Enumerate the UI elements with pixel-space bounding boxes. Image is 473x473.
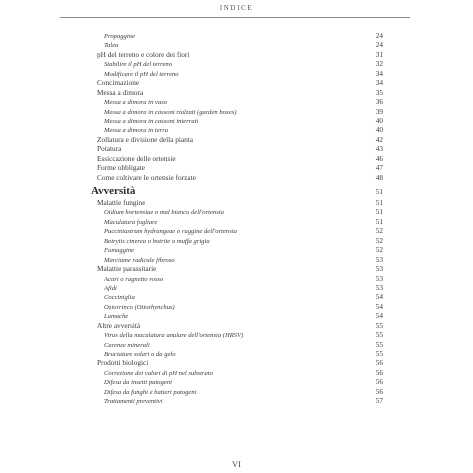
toc-entry-page: 54 [375,292,383,302]
toc-entry [97,198,383,207]
toc-entry-label: Messa a dimora in vaso [104,99,168,107]
toc-entry-label: Prodotti biologici [97,358,149,368]
toc-entry-page: 32 [375,59,383,69]
toc-entry-page: 34 [375,78,383,88]
toc-subentry [97,377,383,386]
toc-entry-page: 52 [375,226,383,236]
toc-entry-page: 46 [375,153,383,163]
toc-entry-page: 52 [375,235,383,245]
toc-subentry [97,396,383,405]
toc-subentry [97,283,383,292]
toc-entry-label: Stabilire il pH del terreno [104,61,173,69]
toc-entry-label: Pucciniastrum hydrangeae o ruggine dell'ortensia [104,228,237,236]
toc-entry-page: 34 [375,68,383,78]
toc-entry-label: Propaggine [104,33,135,40]
toc-entry-page: 31 [375,49,383,59]
toc-entry-label: Marciume radicale fibroso [104,256,175,264]
toc-entry-label: Difesa da funghi e batteri patogeni [104,388,197,396]
toc-entry-page: 47 [375,163,383,173]
toc-entry-page: 53 [375,264,383,274]
toc-entry-page: 51 [375,187,383,196]
toc-entry-label: Essiccazione delle ortensie [97,153,176,163]
toc-subentry [97,340,383,349]
toc-entry-label: Oidium hortensiae o mal bianco dell'ortensia [104,209,224,217]
toc-entry-label: Bruciature solari o da gelo [104,351,176,358]
toc-entry-page: 51 [375,207,383,217]
toc-entry-page: 36 [375,97,383,107]
toc-subentry [97,368,383,377]
header-rule [60,17,410,18]
toc-entry-page: 54 [375,301,383,311]
toc-entry-page: 52 [375,245,383,255]
toc-subentry [97,97,383,106]
toc-subentry [97,292,383,301]
toc-entry-page: 51 [375,198,383,207]
toc-subentry [97,217,383,226]
toc-subentry [97,107,383,116]
toc-entry-page: 53 [375,282,383,292]
toc-subentry [97,40,383,49]
toc-entry-page: 56 [375,358,383,368]
toc-entry-label: Forme obbligate [97,163,146,173]
page-number: VI [232,459,241,469]
toc-entry [97,78,383,87]
toc-entry-label: Malattie parassitarie [97,264,157,274]
toc-subentry [97,31,383,40]
toc-entry-label: Messa a dimora in cassoni interrati [104,117,199,125]
toc-entry-label: Cocciniglia [104,294,135,302]
toc-entry-label: Potatura [97,144,122,154]
toc-entry-label: pH del terreno e colore dei fiori [97,49,190,59]
toc-entry [97,88,383,97]
toc-entry [97,264,383,273]
toc-entry-page: 39 [375,106,383,116]
toc-subentry [97,311,383,320]
toc-entry-label: Avversità [91,185,136,197]
toc-entry-label: Acari o ragnetto rosso [104,275,164,283]
toc-entry-page: 24 [375,31,383,40]
toc-subentry [97,125,383,134]
toc-entry-page: 35 [375,87,383,97]
table-of-contents [91,31,383,406]
toc-entry-page: 24 [375,40,383,50]
toc-entry-page: 54 [375,311,383,321]
toc-entry-page: 42 [375,134,383,144]
toc-entry-label: Virus della maculatura anulare dell'ortensia (HRSV) [104,332,244,340]
toc-entry-page: 43 [375,144,383,154]
toc-subentry [97,236,383,245]
toc-entry-page: 55 [375,330,383,340]
toc-entry [97,135,383,144]
toc-entry [97,321,383,330]
toc-entry-label: Maculatura fogliare [104,218,158,226]
toc-subentry [97,302,383,311]
toc-entry [97,50,383,59]
toc-entry-label: Difesa da insetti patogeni [104,379,172,387]
toc-subentry [97,59,383,68]
toc-entry-page: 55 [375,349,383,358]
toc-entry-label: Trattamenti preventivi [104,398,163,406]
toc-subentry [97,387,383,396]
toc-subentry [97,226,383,235]
toc-entry-page: 40 [375,115,383,125]
toc-entry-page: 55 [375,339,383,349]
toc-entry-label: Oziorrinco (Otiorhynchus) [104,303,175,311]
toc-entry-label: Messa a dimora [97,87,144,97]
toc-entry [97,163,383,172]
toc-entry-label: Malattie fungine [97,198,146,207]
toc-subentry [97,207,383,216]
toc-entry [97,358,383,367]
toc-entry-page: 53 [375,254,383,264]
toc-entry-label: Come coltivare le ortensie forzate [97,172,196,182]
toc-entry-label: Lumache [104,313,129,321]
toc-entry-label: Talea [104,42,119,50]
toc-entry-page: 56 [375,377,383,387]
toc-entry-label: Botrytis cinerea o botrite o muffa grigia [104,237,210,245]
toc-entry [97,154,383,163]
toc-subentry [97,245,383,254]
toc-entry-label: Altre avversità [97,320,141,330]
toc-entry-label: Concimazione [97,78,140,88]
page-header-title: INDICE [219,4,254,12]
toc-section-heading [91,184,383,198]
toc-subentry [97,330,383,339]
toc-entry [97,173,383,182]
toc-entry-page: 56 [375,386,383,396]
toc-entry-page: 53 [375,273,383,283]
toc-entry-page: 57 [375,396,383,406]
toc-subentry [97,255,383,264]
toc-subentry [97,274,383,283]
toc-entry-label: Modificare il pH del terreno [104,70,179,78]
toc-entry-page: 56 [375,367,383,377]
toc-entry [97,144,383,153]
toc-entry-label: Zollatura e divisione della pianta [97,134,194,144]
toc-entry-page: 48 [375,172,383,182]
toc-entry-label: Fumaggine [104,247,135,255]
toc-entry-label: Messa a dimora in cassoni rialzati (garden boxes) [104,108,237,116]
toc-entry-label: Correzione dei valori di pH nel substrato [104,369,213,377]
toc-subentry [97,116,383,125]
toc-subentry [97,349,383,358]
toc-entry-page: 51 [375,216,383,226]
toc-subentry [97,69,383,78]
toc-entry-label: Messa a dimora in terra [104,127,169,135]
toc-entry-label: Afidi [104,284,117,292]
toc-entry-page: 40 [375,125,383,135]
toc-entry-label: Carenze minerali [104,341,150,349]
toc-entry-page: 55 [375,320,383,330]
